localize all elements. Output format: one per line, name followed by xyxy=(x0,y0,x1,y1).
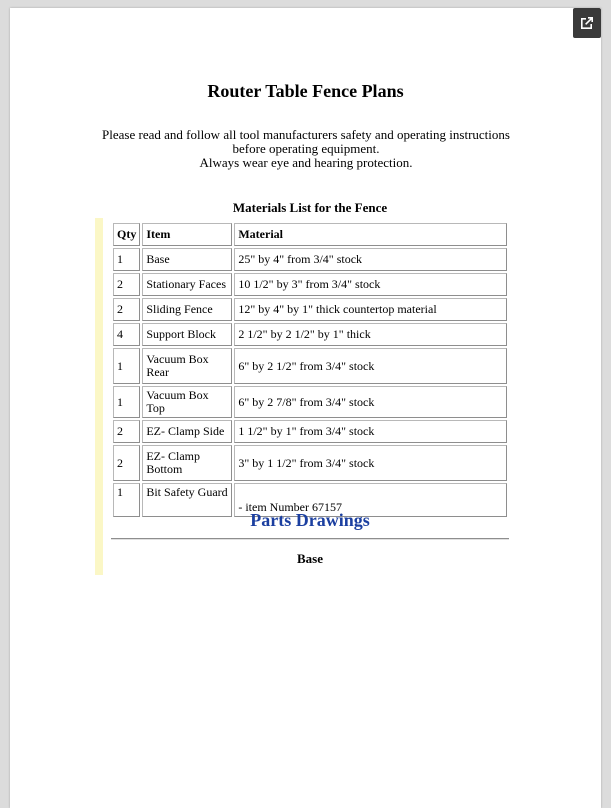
material-cell: 2 1/2" by 2 1/2" by 1" thick xyxy=(234,323,507,346)
item-cell: Vacuum Box Top xyxy=(142,386,232,418)
qty-cell: 2 xyxy=(113,420,140,443)
table-row xyxy=(113,273,507,296)
popout-button[interactable] xyxy=(573,8,601,38)
protection-note: Always wear eye and hearing protection. xyxy=(199,155,413,170)
table-row xyxy=(113,248,507,271)
item-cell: EZ- Clamp Bottom xyxy=(142,445,232,481)
material-cell: 10 1/2" by 3" from 3/4" stock xyxy=(234,273,507,296)
qty-cell: 1 xyxy=(113,248,140,271)
column-header: Material xyxy=(234,223,507,246)
material-cell: 25" by 4" from 3/4" stock xyxy=(234,248,507,271)
qty-cell: 1 xyxy=(113,386,140,418)
table-row xyxy=(113,445,507,481)
page-title: Router Table Fence Plans xyxy=(207,81,404,101)
parts-drawings-heading: Parts Drawings xyxy=(250,510,370,530)
material-cell: 3" by 1 1/2" from 3/4" stock xyxy=(234,445,507,481)
qty-cell: 1 xyxy=(113,348,140,384)
column-header: Item xyxy=(142,223,232,246)
table-row xyxy=(113,420,507,443)
item-cell: Bit Safety Guard xyxy=(142,483,232,517)
table-header-row xyxy=(113,223,507,246)
section-heading: Base xyxy=(297,551,323,566)
table-row xyxy=(113,386,507,418)
qty-cell: 2 xyxy=(113,273,140,296)
column-header: Qty xyxy=(113,223,140,246)
open-in-new-icon xyxy=(579,15,595,31)
qty-cell: 4 xyxy=(113,323,140,346)
item-cell: Stationary Faces xyxy=(142,273,232,296)
table-row xyxy=(113,298,507,321)
intro-text xyxy=(90,128,522,170)
material-cell: 1 1/2" by 1" from 3/4" stock xyxy=(234,420,507,443)
highlight-bar xyxy=(95,218,103,575)
table-row xyxy=(113,323,507,346)
item-cell: Sliding Fence xyxy=(142,298,232,321)
qty-cell: 2 xyxy=(113,298,140,321)
material-cell: 12" by 4" by 1" thick countertop material xyxy=(234,298,507,321)
materials-heading: Materials List for the Fence xyxy=(232,200,388,215)
material-cell: 6" by 2 7/8" from 3/4" stock xyxy=(234,386,507,418)
table-row xyxy=(113,348,507,384)
item-cell: Base xyxy=(142,248,232,271)
material-cell: 6" by 2 1/2" from 3/4" stock xyxy=(234,348,507,384)
qty-cell: 2 xyxy=(113,445,140,481)
item-cell: Vacuum Box Rear xyxy=(142,348,232,384)
divider xyxy=(111,538,509,540)
item-cell: Support Block xyxy=(142,323,232,346)
material-cell: - item Number 67157 xyxy=(234,483,507,517)
qty-cell: 1 xyxy=(113,483,140,517)
safety-instruction: Please read and follow all tool manufacturers safety and operating instructions before operating equipment. xyxy=(102,127,510,156)
item-cell: EZ- Clamp Side xyxy=(142,420,232,443)
materials-table xyxy=(111,221,509,519)
